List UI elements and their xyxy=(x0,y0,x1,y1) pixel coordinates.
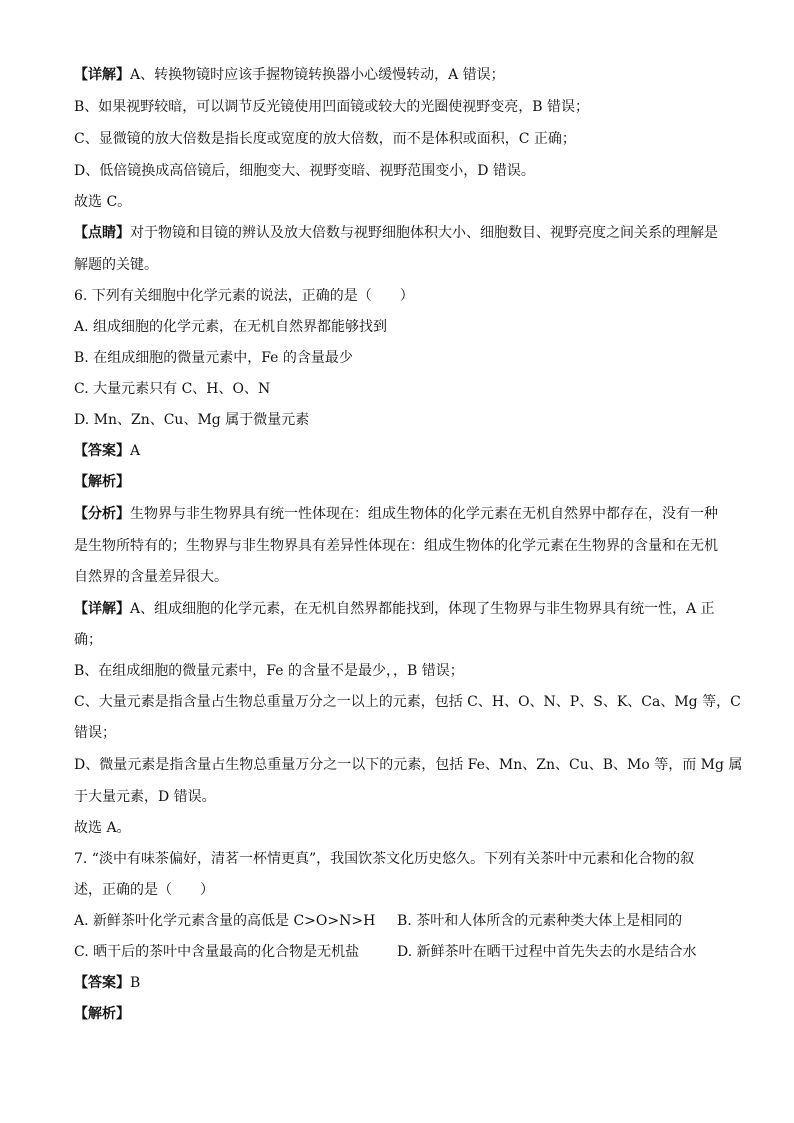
detail-tag: 【详解】 xyxy=(74,67,130,83)
q6-option-a: A. 组成细胞的化学元素，在无机自然界都能够找到 xyxy=(74,319,388,335)
q6-stem: 6. 下列有关细胞中化学元素的说法，正确的是（ ） xyxy=(74,288,414,304)
q6-detail-d-line1: D、微量元素是指含量占生物总重量万分之一以下的元素，包括 Fe、Mn、Zn、Cu、B、Mo 等，而 Mg 属 xyxy=(74,757,743,773)
q6-answer-line xyxy=(74,441,734,461)
q6-detail-c-line2: 错误； xyxy=(74,725,116,741)
q6-detail-a-line2: 确； xyxy=(74,632,102,648)
q6-detail-a-line1 xyxy=(74,599,734,619)
prev-choose: 故选 C。 xyxy=(74,194,132,210)
point-tag: 【点睛】 xyxy=(74,225,130,241)
q7-stem-line2: 述，正确的是（ ） xyxy=(74,882,214,898)
prev-detail-a-line xyxy=(74,65,734,85)
prev-detail-c: C、显微镜的放大倍数是指长度或宽度的放大倍数，而不是体积或面积，C 正确； xyxy=(74,131,576,147)
q7-analysis-heading xyxy=(74,1004,734,1024)
q6-analysis-heading xyxy=(74,472,734,492)
q7-option-d: D. 新鲜茶叶在晒干过程中首先失去的水是结合水 xyxy=(397,944,697,960)
q7-answer: B xyxy=(130,975,141,991)
prev-detail-b: B、如果视野较暗，可以调节反光镜使用凹面镜或较大的光圈使视野变亮，B 错误； xyxy=(74,99,590,115)
q6-option-b: B. 在组成细胞的微量元素中，Fe 的含量最少 xyxy=(74,350,353,366)
q7-option-a: A. 新鲜茶叶化学元素含量的高低是 C>O>N>H xyxy=(74,913,376,929)
q6-option-d: D. Mn、Zn、Cu、Mg 属于微量元素 xyxy=(74,412,310,428)
q6-detail-d-line2: 于大量元素，D 错误。 xyxy=(74,789,216,805)
q6-detail-c-line1: C、大量元素是指含量占生物总重量万分之一以上的元素，包括 C、H、O、N、P、S、K、Ca、Mg 等，C xyxy=(74,694,741,710)
prev-point-line2: 解题的关键。 xyxy=(74,257,158,273)
fenxi-tag: 【分析】 xyxy=(74,506,130,522)
q6-fenxi-line1 xyxy=(74,504,734,524)
q6-answer: A xyxy=(130,443,141,459)
q7-stem-line1: 7. “淡中有味茶偏好，清茗一杯情更真”，我国饮茶文化历史悠久。下列有关茶叶中元素和化合物的叙 xyxy=(74,851,695,867)
analysis-tag: 【解析】 xyxy=(74,474,130,490)
q7-answer-line xyxy=(74,973,734,993)
q6-option-c: C. 大量元素只有 C、H、O、N xyxy=(74,381,271,397)
analysis-tag: 【解析】 xyxy=(74,1006,130,1022)
q6-fenxi-line3: 自然界的含量差异很大。 xyxy=(74,569,228,585)
prev-point-line1 xyxy=(74,223,734,243)
q6-fenxi-line2: 是生物所特有的；生物界与非生物界具有差异性体现在：组成生物体的化学元素在生物界的含量和在无机 xyxy=(74,538,718,554)
detail-tag: 【详解】 xyxy=(74,601,130,617)
prev-detail-d: D、低倍镜换成高倍镜后，细胞变大、视野变暗、视野范围变小，D 错误。 xyxy=(74,163,535,179)
prev-point-text1: 对于物镜和目镜的辨认及放大倍数与视野细胞体积大小、细胞数目、视野亮度之间关系的理解是 xyxy=(130,225,718,241)
q6-choose: 故选 A。 xyxy=(74,820,131,836)
q6-detail-a-text1: A、组成细胞的化学元素，在无机自然界都能找到，体现了生物界与非生物界具有统一性，A 正 xyxy=(130,601,715,617)
q6-fenxi-text1: 生物界与非生物界具有统一性体现在：组成生物体的化学元素在无机自然界中都存在，没有一种 xyxy=(130,506,718,522)
q7-option-b: B. 茶叶和人体所含的元素种类大体上是相同的 xyxy=(397,913,683,929)
answer-tag: 【答案】 xyxy=(74,443,130,459)
prev-detail-a: A、转换物镜时应该手握物镜转换器小心缓慢转动，A 错误； xyxy=(130,67,505,83)
q7-option-c: C. 晒干后的茶叶中含量最高的化合物是无机盐 xyxy=(74,944,360,960)
answer-tag: 【答案】 xyxy=(74,975,130,991)
q6-detail-b: B、在组成细胞的微量元素中，Fe 的含量不是最少，，B 错误； xyxy=(74,663,464,679)
